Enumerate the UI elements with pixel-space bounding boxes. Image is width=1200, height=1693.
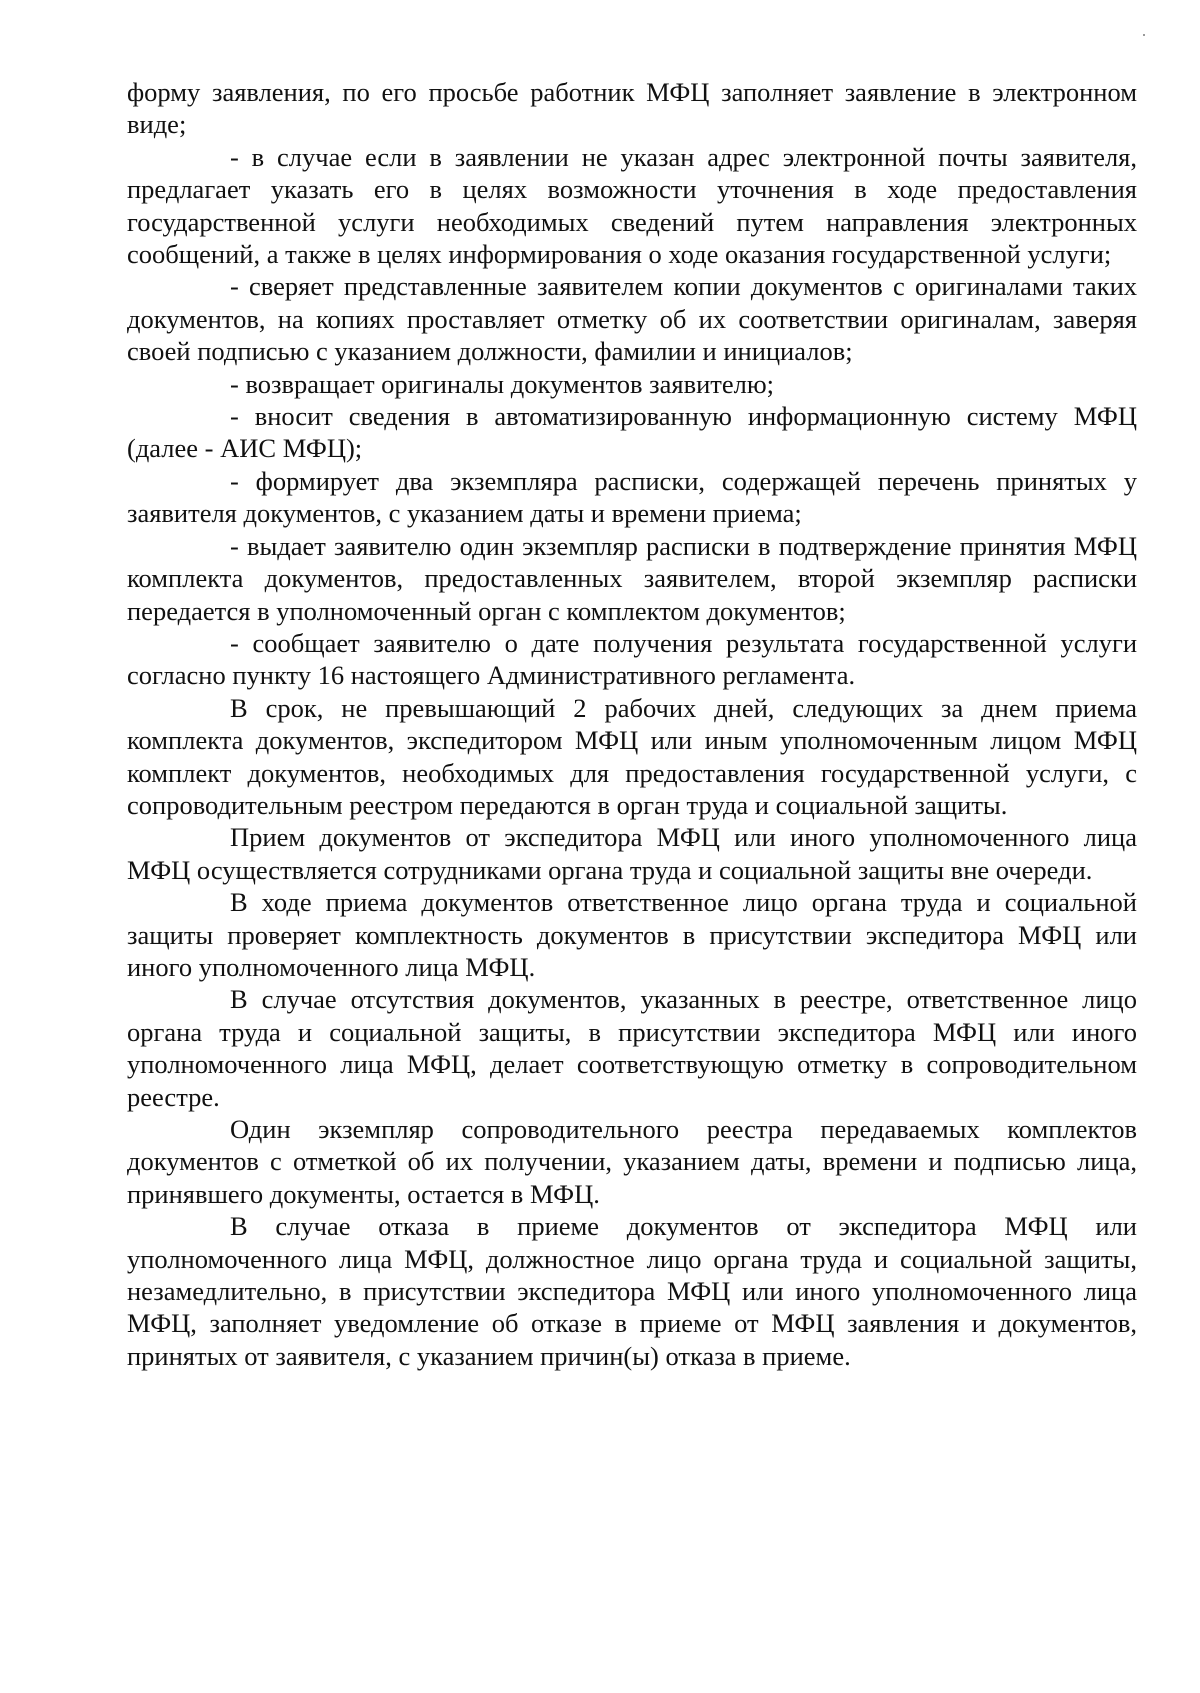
paragraph-completeness-check: В ходе приема документов ответственное лицо органа труда и социальной защиты проверяет комплектность документов в присутствии экспедитора МФЦ или иного уполномоченного лица МФЦ. bbox=[127, 887, 1137, 982]
paragraph-continuation: форму заявления, по его просьбе работник МФЦ заполняет заявление в электронном виде; bbox=[127, 77, 1137, 140]
paragraph-ais-entry: - вносит сведения в автоматизированную информационную систему МФЦ (далее - АИС МФЦ); bbox=[127, 401, 1137, 464]
paragraph-verify-copies: - сверяет представленные заявителем копии документов с оригиналами таких документов, на копиях проставляет отметку об их соответствии оригиналам, заверяя своей подписью с указанием должности, фамилии и инициалов; bbox=[127, 271, 1137, 367]
paragraph-email-request: - в случае если в заявлении не указан адрес электронной почты заявителя, предлагает указать его в целях возможности уточнения в ходе предоставления государственной услуги необходимых сведений путем направления электронных сообщений, а также в целях информирования о ходе оказания государственной услуги; bbox=[127, 141, 1137, 270]
document-body bbox=[127, 76, 1137, 1372]
paragraph-missing-documents: В случае отсутствия документов, указанных в реестре, ответственное лицо органа труда и социальной защиты, в присутствии экспедитора МФЦ или иного уполномоченного лица МФЦ, делает соответствующую отметку в сопроводительном реестре. bbox=[127, 984, 1137, 1112]
paragraph-registry-copy: Один экземпляр сопроводительного реестра передаваемых комплектов документов с отметкой об их получении, указанием даты, времени и подписью лица, принявшего документы, остается в МФЦ. bbox=[127, 1114, 1137, 1209]
scan-speck bbox=[1143, 34, 1145, 36]
paragraph-result-date: - сообщает заявителю о дате получения результата государственной услуги согласно пункту 16 настоящего Административного регламента. bbox=[127, 627, 1137, 691]
paragraph-issue-receipt: - выдает заявителю один экземпляр расписки в подтверждение принятия МФЦ комплекта документов, предоставленных заявителем, второй экземпляр расписки передается в уполномоченный орган с комплектом документов; bbox=[127, 530, 1137, 626]
paragraph-return-originals: - возвращает оригиналы документов заявителю; bbox=[230, 368, 775, 399]
paragraph-refusal-notice: В случае отказа в приеме документов от экспедитора МФЦ или уполномоченного лица МФЦ, должностное лицо органа труда и социальной защиты, незамедлительно, в присутствии экспедитора МФЦ или иного уполномоченного лица МФЦ, заполняет уведомление об отказе в приеме от МФЦ заявления и документов, принятых от заявителя, с указанием причин(ы) отказа в приеме. bbox=[127, 1211, 1137, 1371]
paragraph-receipt-copies: - формирует два экземпляра расписки, содержащей перечень принятых у заявителя документов, с указанием даты и времени приема; bbox=[127, 465, 1137, 529]
paragraph-reception-no-queue: Прием документов от экспедитора МФЦ или иного уполномоченного лица МФЦ осуществляется сотрудниками органа труда и социальной защиты вне очереди. bbox=[127, 822, 1137, 885]
paragraph-transfer-deadline: В срок, не превышающий 2 рабочих дней, следующих за днем приема комплекта документов, экспедитором МФЦ или иным уполномоченным лицом МФЦ комплект документов, необходимых для предоставления государственной услуги, с сопроводительным реестром передаются в орган труда и социальной защиты. bbox=[127, 692, 1137, 820]
